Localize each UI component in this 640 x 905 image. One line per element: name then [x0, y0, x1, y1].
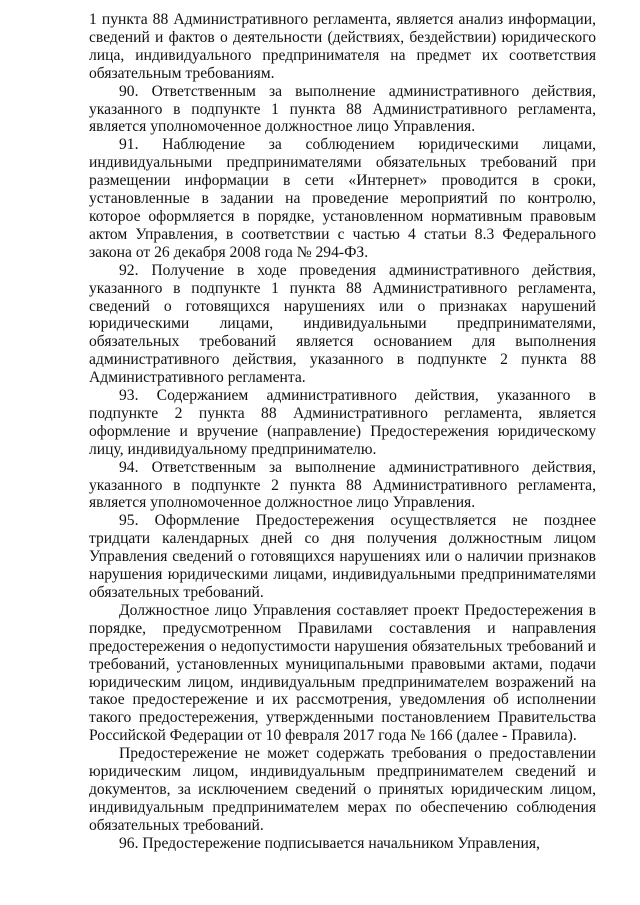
- paragraph-90: 90. Ответственным за выполнение административного действия, указанного в подпункте 1 пункта 88 Административного регламента, является уполномоченное должностное лицо Управления.: [89, 82, 596, 136]
- paragraph-91: 91. Наблюдение за соблюдением юридическими лицами, индивидуальными предпринимателями обязательных требований при размещении информации в сети «Интернет» проводится в сроки, установленные в задании на проведение мероприятий по контролю, которое оформляется в порядке, установленном нормативным правовым актом Управления, в соответствии с частью 4 статьи 8.3 Федерального закона от 26 декабря 2008 года № 294-ФЗ.: [89, 136, 596, 261]
- paragraph-92: 92. Получение в ходе проведения административного действия, указанного в подпункте 1 пункта 88 Административного регламента, сведений о готовящихся нарушениях или о признаках нарушений юридическими лицами, индивидуальными предпринимателями, обязательных требований является основанием для выполнения административного действия, указанного в подпункте 2 пункта 88 Административного регламента.: [89, 261, 596, 387]
- paragraph-continuation-89: 1 пункта 88 Административного регламента, является анализ информации, сведений и фактов о деятельности (действиях, бездействии) юридического лица, индивидуального предпринимателя на предмет их соответствия обязательным требованиям.: [89, 11, 596, 82]
- paragraph-95-restrictions: Предостережение не может содержать требования о предоставлении юридическим лицом, индивидуальным предпринимателем сведений и документов, за исключением сведений о принятых юридическим лицом, индивидуальным предпринимателем мерах по обеспечению соблюдения обязательных требований.: [89, 745, 596, 834]
- document-body: [89, 11, 596, 853]
- paragraph-93: 93. Содержанием административного действия, указанного в подпункте 2 пункта 88 Административного регламента, является оформление и вручение (направление) Предостережения юридическому лицу, индивидуальному предпринимателю.: [89, 387, 596, 458]
- paragraph-94: 94. Ответственным за выполнение административного действия, указанного в подпункте 2 пункта 88 Административного регламента, является уполномоченное должностное лицо Управления.: [89, 458, 596, 512]
- paragraph-95-official-draft: Должностное лицо Управления составляет проект Предостережения в порядке, предусмотренном Правилами составления и направления предостережения о недопустимости нарушения обязательных требований и требований, установленных муниципальными правовыми актами, подачи юридическим лицом, индивидуальным предпринимателем возражений на такое предостережение и их рассмотрения, уведомления об исполнении такого предостережения, утвержденными постановлением Правительства Российской Федерации от 10 февраля 2017 года № 166 (далее - Правила).: [89, 601, 596, 745]
- paragraph-96: 96. Предостережение подписывается начальником Управления,: [119, 834, 540, 852]
- paragraph-95: 95. Оформление Предостережения осуществляется не позднее тридцати календарных дней со дня получения должностным лицом Управления сведений о готовящихся нарушениях или о наличии признаков нарушения юридическими лицами, индивидуальными предпринимателями обязательных требований.: [89, 512, 596, 601]
